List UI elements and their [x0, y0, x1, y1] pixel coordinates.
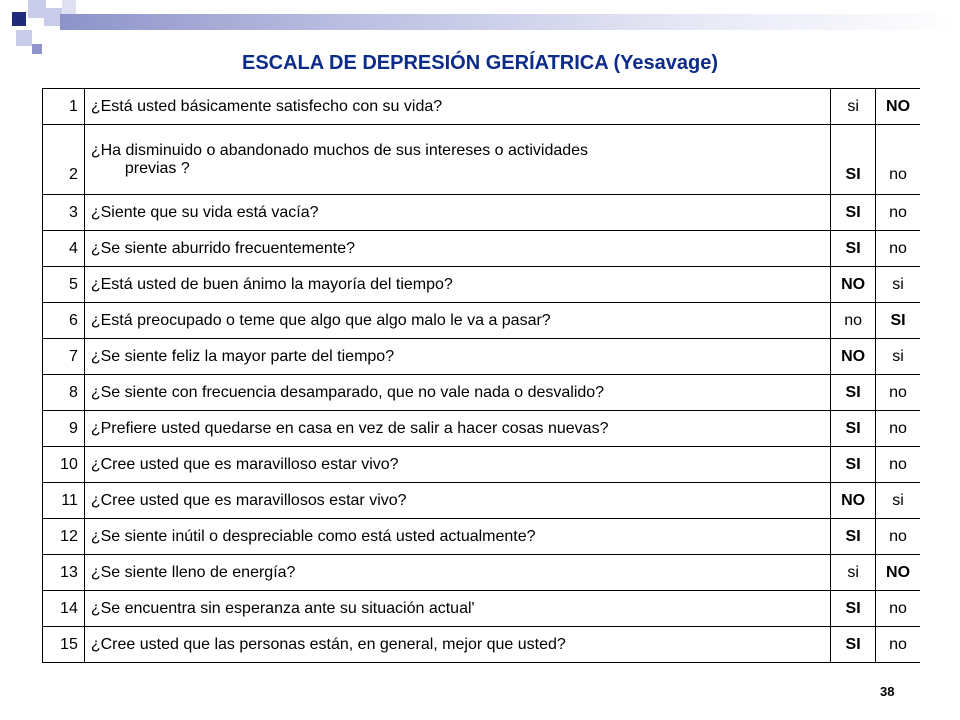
question-text: ¿Está usted básicamente satisfecho con su vida? — [84, 89, 830, 125]
header-square-light — [16, 30, 32, 46]
table-row — [43, 231, 921, 267]
question-text — [84, 125, 830, 195]
row-number: 13 — [43, 555, 85, 591]
table-row — [43, 483, 921, 519]
table-row — [43, 303, 921, 339]
answer-b: si — [876, 267, 920, 303]
answer-b: NO — [876, 555, 920, 591]
table-row — [43, 339, 921, 375]
answer-b: no — [876, 627, 920, 663]
question-text: ¿Se encuentra sin esperanza ante su situación actual' — [84, 591, 830, 627]
question-text: ¿Cree usted que es maravilloso estar vivo? — [84, 447, 830, 483]
question-text: ¿Está usted de buen ánimo la mayoría del tiempo? — [84, 267, 830, 303]
page-number: 38 — [880, 684, 895, 699]
table-row — [43, 89, 921, 125]
header-gradient-bar — [60, 14, 960, 30]
question-line-2: previas ? — [124, 159, 190, 177]
row-number: 11 — [43, 483, 85, 519]
question-text: ¿Se siente aburrido frecuentemente? — [84, 231, 830, 267]
table-row — [43, 447, 921, 483]
answer-b: no — [876, 231, 920, 267]
row-number: 10 — [43, 447, 85, 483]
table-row — [43, 519, 921, 555]
table-row — [43, 375, 921, 411]
table-row — [43, 125, 921, 195]
row-number: 12 — [43, 519, 85, 555]
row-number: 8 — [43, 375, 85, 411]
table-row — [43, 555, 921, 591]
question-text: ¿Se siente feliz la mayor parte del tiempo? — [84, 339, 830, 375]
answer-b: no — [876, 125, 920, 195]
row-number: 6 — [43, 303, 85, 339]
answer-b: SI — [876, 303, 920, 339]
row-number: 4 — [43, 231, 85, 267]
table-row — [43, 267, 921, 303]
answer-a: SI — [831, 375, 876, 411]
row-number: 3 — [43, 195, 85, 231]
answer-a: SI — [831, 231, 876, 267]
answer-b: no — [876, 411, 920, 447]
question-text: ¿Está preocupado o teme que algo que algo malo le va a pasar? — [84, 303, 830, 339]
table-row — [43, 411, 921, 447]
row-number: 14 — [43, 591, 85, 627]
row-number: 7 — [43, 339, 85, 375]
scale-table — [42, 88, 920, 663]
answer-a: si — [831, 555, 876, 591]
row-number: 2 — [43, 125, 85, 195]
row-number: 1 — [43, 89, 85, 125]
table-row — [43, 195, 921, 231]
table-row — [43, 591, 921, 627]
table-row — [43, 627, 921, 663]
answer-a: NO — [831, 267, 876, 303]
answer-a: NO — [831, 339, 876, 375]
question-text: ¿Siente que su vida está vacía? — [84, 195, 830, 231]
question-text: ¿Cree usted que las personas están, en general, mejor que usted? — [84, 627, 830, 663]
question-line-1: ¿Ha disminuido o abandonado muchos de sus intereses o actividades — [90, 141, 589, 159]
question-text: ¿Se siente con frecuencia desamparado, que no vale nada o desvalido? — [84, 375, 830, 411]
answer-a: SI — [831, 591, 876, 627]
answer-a: SI — [831, 447, 876, 483]
question-text: ¿Se siente inútil o despreciable como está usted actualmente? — [84, 519, 830, 555]
answer-b: no — [876, 447, 920, 483]
answer-b: no — [876, 591, 920, 627]
question-text: ¿Cree usted que es maravillosos estar vivo? — [84, 483, 830, 519]
answer-a: SI — [831, 125, 876, 195]
question-text: ¿Se siente lleno de energía? — [84, 555, 830, 591]
question-text: ¿Prefiere usted quedarse en casa en vez de salir a hacer cosas nuevas? — [84, 411, 830, 447]
answer-b: no — [876, 519, 920, 555]
answer-b: si — [876, 483, 920, 519]
row-number: 9 — [43, 411, 85, 447]
answer-b: no — [876, 375, 920, 411]
answer-a: NO — [831, 483, 876, 519]
answer-a: no — [831, 303, 876, 339]
page-title: ESCALA DE DEPRESIÓN GERÍATRICA (Yesavage) — [241, 52, 719, 74]
answer-a: SI — [831, 411, 876, 447]
answer-a: SI — [831, 627, 876, 663]
row-number: 15 — [43, 627, 85, 663]
answer-b: si — [876, 339, 920, 375]
header-square-dark — [12, 12, 26, 26]
answer-b: NO — [876, 89, 920, 125]
answer-b: no — [876, 195, 920, 231]
answer-a: SI — [831, 519, 876, 555]
answer-a: SI — [831, 195, 876, 231]
row-number: 5 — [43, 267, 85, 303]
header-square-pale — [62, 0, 76, 14]
answer-a: si — [831, 89, 876, 125]
